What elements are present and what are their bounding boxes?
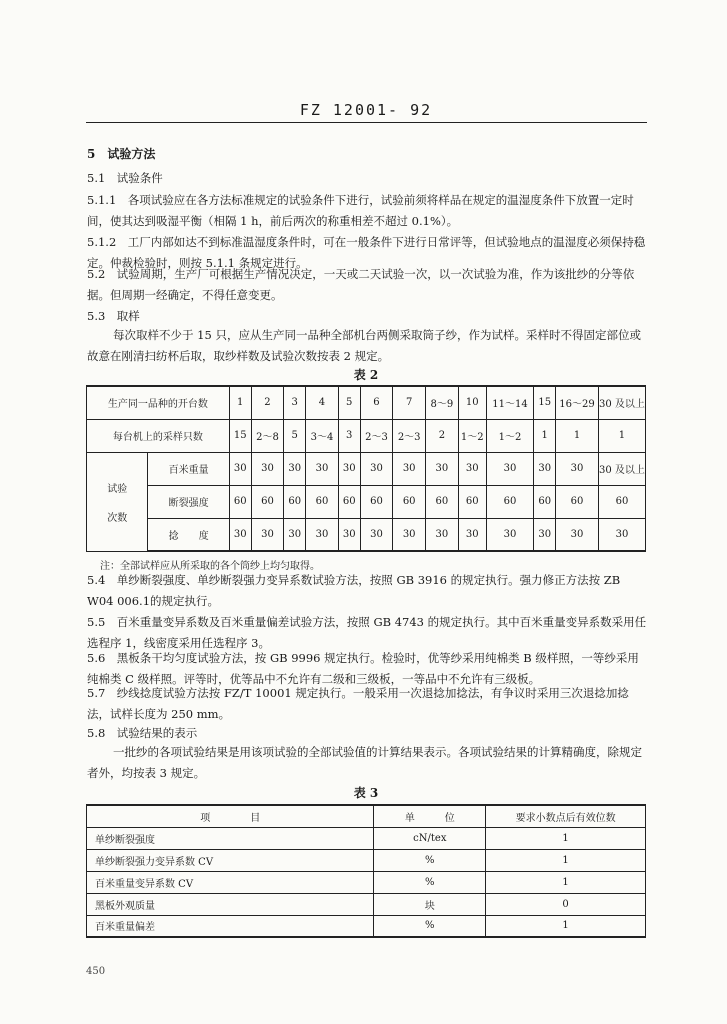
standard-code-header: FZ 12001- 92 [299, 101, 433, 119]
table-cell: 30 [360, 452, 393, 485]
table-cell: 1～2 [458, 419, 486, 452]
table-row [87, 419, 646, 452]
table-cell: 30 [338, 518, 360, 551]
table-cell: 30 [251, 518, 284, 551]
column-header-unit: 单 位 [374, 805, 486, 827]
table-cell: 60 [229, 485, 251, 518]
section-5-4: 5.4 单纱断裂强度、单纱断裂强力变异系数试验方法，按照 GB 3916 的规定执行。强力修正方法按 ZB W04 006.1的规定执行。 [87, 573, 621, 608]
table-cell: 3～4 [306, 419, 339, 452]
table-cell: % [374, 871, 486, 893]
table-row [87, 386, 646, 419]
table-cell: 黑板外观质量 [87, 893, 374, 915]
table-cell: 15 [229, 419, 251, 452]
table-cell: 0 [486, 893, 646, 915]
table-cell: 8～9 [426, 386, 459, 419]
table-cell: 60 [458, 485, 486, 518]
section-5-1-1: 5.1.1 各项试验应在各方法标准规定的试验条件下进行，试验前须将样品在规定的温湿度条件下放置一定时间，使其达到吸湿平衡（相隔 1 h，前后两次的称重相差不超过 0.1%）。 [87, 193, 634, 228]
section-5-7: 5.7 纱线捻度试验方法按 FZ/T 10001 规定执行。一般采用一次退捻加捻法，有争议时采用三次退捻加捻法，试样长度为 250 mm。 [87, 686, 629, 721]
table-cell: 6 [360, 386, 393, 419]
table-cell: 30 [556, 518, 599, 551]
table-cell: 30 [426, 518, 459, 551]
column-header-item: 项 目 [87, 805, 374, 827]
table-cell: 2 [426, 419, 459, 452]
table-cell: 2～3 [360, 419, 393, 452]
table-cell: 60 [338, 485, 360, 518]
table-2 [86, 385, 646, 552]
table-cell: 5 [338, 386, 360, 419]
table-cell: 块 [374, 893, 486, 915]
section-5-8-title: 5.8 试验结果的表示 [87, 726, 198, 740]
table-cell: 30 [393, 452, 426, 485]
table-cell: 15 [534, 386, 556, 419]
table-cell: 60 [486, 485, 534, 518]
row-label-weight: 百米重量 [148, 452, 229, 485]
table-2-caption: 表 2 [353, 368, 379, 382]
table-cell: 百米重量变异系数 CV [87, 871, 374, 893]
table-cell: 1 [486, 827, 646, 849]
group-label-spacer [87, 495, 147, 509]
table-cell: 60 [360, 485, 393, 518]
table-cell: 30 [284, 452, 306, 485]
table-cell: 2～8 [251, 419, 284, 452]
table-cell: 10 [458, 386, 486, 419]
table-cell: 30 及以上 [598, 452, 645, 485]
table-cell: 30 [229, 452, 251, 485]
table-cell: 16～29 [556, 386, 599, 419]
table-cell: 30 [426, 452, 459, 485]
table-row [87, 915, 646, 937]
header-rule [86, 122, 647, 123]
table-cell: 30 [534, 452, 556, 485]
table-cell: 60 [534, 485, 556, 518]
section-5-3-title: 5.3 取样 [87, 309, 140, 323]
table-cell: 30 [556, 452, 599, 485]
table-cell: 30 [486, 518, 534, 551]
page-number: 450 [86, 966, 106, 977]
table-cell: 2～3 [393, 419, 426, 452]
table-row [87, 518, 646, 551]
table-cell: 4 [306, 386, 339, 419]
table-cell: 30 [598, 518, 645, 551]
table-cell: 30 [393, 518, 426, 551]
row-label-strength: 断裂强度 [148, 485, 229, 518]
table-cell: 30 [534, 518, 556, 551]
table-cell: 30 [486, 452, 534, 485]
table-cell: 60 [393, 485, 426, 518]
table-cell: 60 [251, 485, 284, 518]
table-cell: % [374, 915, 486, 937]
section-5-6: 5.6 黑板条干均匀度试验方法，按 GB 9996 规定执行。检验时，优等纱采用纯棉类 B 级样照，一等纱采用纯棉类 C 级样照。评等时，优等品中不允许有二级和三级板，一等品中不允许有三级板。 [87, 651, 639, 686]
row-label-machines: 生产同一品种的开台数 [87, 386, 230, 419]
table-cell: 30 [229, 518, 251, 551]
table-cell: 3 [338, 419, 360, 452]
section-5-title: 5 试验方法 [87, 147, 156, 161]
table-cell: 1～2 [486, 419, 534, 452]
table-cell: 7 [393, 386, 426, 419]
section-5-3-body: 每次取样不少于 15 只，应从生产同一品种全部机台两侧采取筒子纱，作为试样。采样时不得固定部位或故意在刚清扫纺杯后取，取纱样数及试验次数按表 2 规定。 [87, 328, 641, 363]
section-5-5: 5.5 百米重量变异系数及百米重量偏差试验方法，按照 GB 4743 的规定执行。其中百米重量变异系数采用任选程序 1，线密度采用任选程序 3。 [87, 615, 647, 650]
table-cell: 11～14 [486, 386, 534, 419]
table-cell: 60 [556, 485, 599, 518]
group-label-line-1: 试验 [107, 483, 128, 495]
table-cell: 30 [360, 518, 393, 551]
table-cell: 1 [486, 871, 646, 893]
table-cell: % [374, 849, 486, 871]
table-cell: 1 [229, 386, 251, 419]
table-3 [86, 804, 646, 938]
table-cell: 30 [338, 452, 360, 485]
table-cell: 30 [306, 452, 339, 485]
table-cell: 1 [556, 419, 599, 452]
table-cell: 5 [284, 419, 306, 452]
table-cell: 1 [598, 419, 645, 452]
row-label-twist: 捻 度 [148, 518, 229, 551]
section-5-1-title: 5.1 试验条件 [87, 171, 163, 185]
table-cell: cN/tex [374, 827, 486, 849]
table-cell: 1 [486, 849, 646, 871]
row-label-samples: 每台机上的采样只数 [87, 419, 230, 452]
section-5-8-body: 一批纱的各项试验结果是用该项试验的全部试验值的计算结果表示。各项试验结果的计算精确度，除规定者外，均按表 3 规定。 [87, 745, 642, 780]
table-cell: 30 [251, 452, 284, 485]
table-header-row [87, 805, 646, 827]
table-cell: 3 [284, 386, 306, 419]
section-5-2: 5.2 试验周期，生产厂可根据生产情况决定，一天或二天试验一次，以一次试验为准，作为该批纱的分等依据。但周期一经确定，不得任意变更。 [87, 267, 635, 302]
group-label-line-2: 次数 [107, 512, 128, 524]
table-cell: 单纱断裂强度 [87, 827, 374, 849]
table-cell: 1 [534, 419, 556, 452]
table-cell: 2 [251, 386, 284, 419]
table-cell: 30 [458, 518, 486, 551]
table-cell: 30 [284, 518, 306, 551]
section-5-1-2: 5.1.2 工厂内部如达不到标准温湿度条件时，可在一般条件下进行日常评等，但试验地点的温湿度必须保持稳定。仲裁检验时，则按 5.1.1 条规定进行。 [87, 235, 646, 270]
table-cell: 百米重量偏差 [87, 915, 374, 937]
table-row [87, 849, 646, 871]
table-row [87, 871, 646, 893]
table-cell: 30 [458, 452, 486, 485]
table-cell: 30 [306, 518, 339, 551]
table-2-note: 注：全部试样应从所采取的各个筒纱上均匀取得。 [100, 561, 320, 572]
table-row [87, 827, 646, 849]
table-cell: 60 [306, 485, 339, 518]
table-cell: 60 [598, 485, 645, 518]
column-header-precision: 要求小数点后有效位数 [486, 805, 646, 827]
table-cell: 1 [486, 915, 646, 937]
table-cell: 60 [284, 485, 306, 518]
table-row [87, 485, 646, 518]
table-cell: 60 [426, 485, 459, 518]
table-cell: 30 及以上 [598, 386, 645, 419]
table-cell: 单纱断裂强力变异系数 CV [87, 849, 374, 871]
row-group-label-tests [87, 452, 148, 551]
table-3-caption: 表 3 [353, 786, 379, 800]
table-row [87, 893, 646, 915]
table-row [87, 452, 646, 485]
